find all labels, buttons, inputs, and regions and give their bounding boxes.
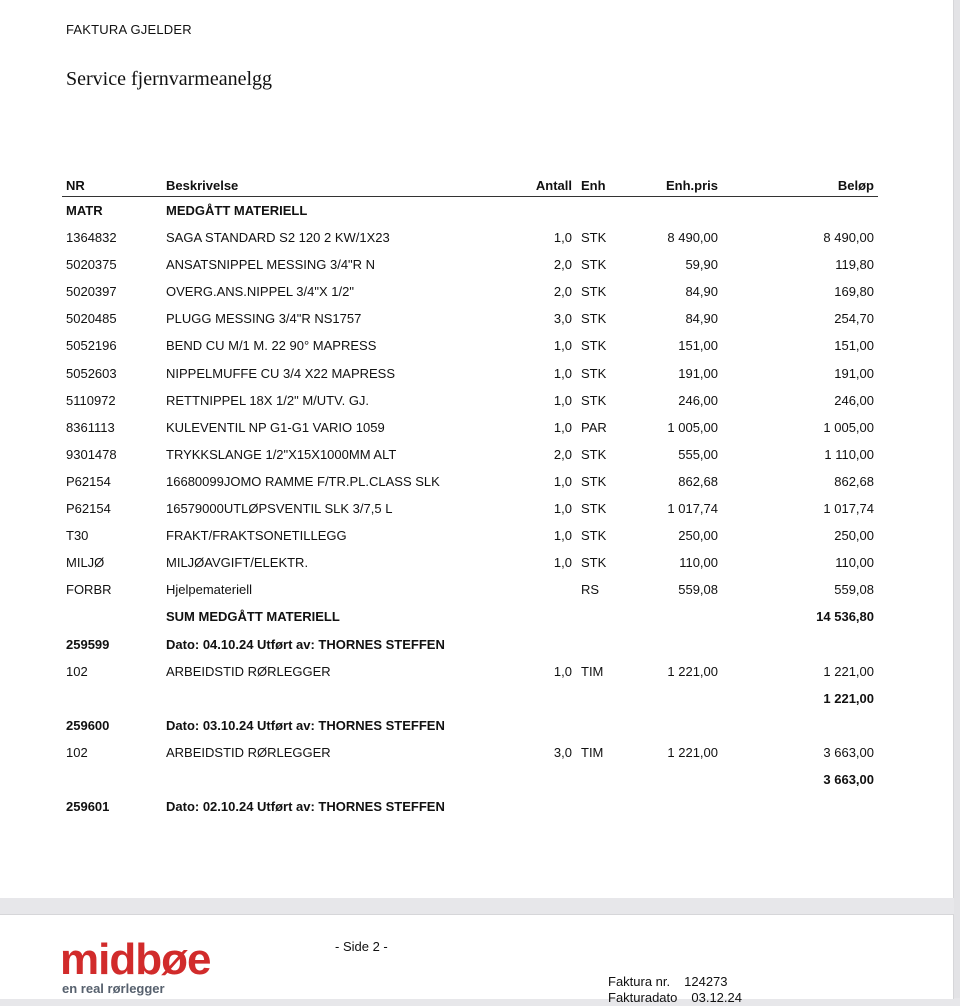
cell-belop: 559,08	[834, 582, 874, 598]
table-row	[62, 549, 878, 576]
cell-nr: MILJØ	[66, 555, 105, 571]
cell-belop: 8 490,00	[823, 230, 874, 246]
table-row	[62, 522, 878, 549]
cell-beskrivelse: PLUGG MESSING 3/4"R NS1757	[166, 311, 362, 327]
cell-nr: 259600	[66, 717, 110, 733]
cell-beskrivelse: ANSATSNIPPEL MESSING 3/4"R N	[166, 257, 376, 273]
table-row	[62, 739, 878, 766]
cell-enh-pris: 1 005,00	[667, 419, 718, 435]
cell-belop: 1 017,74	[823, 501, 874, 517]
cell-belop: 1 221,00	[823, 663, 874, 679]
cell-nr: MATR	[66, 203, 103, 218]
cell-enh-pris: 862,68	[678, 473, 718, 489]
cell-nr: 8361113	[66, 419, 115, 435]
cell-antall: 1,0	[553, 473, 572, 489]
table-row	[62, 495, 878, 522]
invoice-lines-table	[62, 176, 878, 820]
table-row	[62, 332, 878, 359]
fakturadato-label: Fakturadato	[608, 990, 678, 1005]
cell-enh-pris: 8 490,00	[667, 230, 718, 246]
cell-beskrivelse: Dato: 03.10.24 Utført av: THORNES STEFFEN	[166, 717, 445, 733]
cell-nr: 102	[66, 744, 88, 760]
cell-beskrivelse: MILJØAVGIFT/ELEKTR.	[166, 555, 309, 571]
cell-enh-pris: 151,00	[678, 338, 718, 354]
cell-antall: 1,0	[553, 555, 572, 571]
col-header-antall: Antall	[535, 178, 572, 193]
cell-belop: 119,80	[835, 257, 874, 273]
col-header-nr: NR	[66, 178, 85, 193]
cell-beskrivelse: Dato: 04.10.24 Utført av: THORNES STEFFEN	[166, 636, 445, 652]
faktura-nr-line	[608, 974, 742, 990]
cell-enh-pris: 84,90	[685, 284, 718, 300]
table-row	[62, 251, 878, 278]
cell-beskrivelse: Hjelpemateriell	[166, 582, 252, 598]
col-header-enh: Enh	[581, 178, 606, 193]
faktura-gjelder-label: FAKTURA GJELDER	[66, 22, 192, 37]
cell-belop: 3 663,00	[823, 744, 874, 760]
cell-nr: FORBR	[66, 582, 112, 598]
cell-enh: STK	[581, 284, 607, 300]
cell-enh-pris: 1 017,74	[667, 501, 718, 517]
cell-enh: PAR	[581, 419, 607, 435]
cell-enh-pris: 1 221,00	[667, 744, 718, 760]
cell-enh: TIM	[581, 744, 604, 760]
cell-enh-pris: 250,00	[678, 528, 718, 544]
col-header-enh-pris: Enh.pris	[665, 178, 718, 193]
cell-beskrivelse: ARBEIDSTID RØRLEGGER	[166, 663, 331, 679]
cell-enh-pris: 191,00	[678, 365, 718, 381]
midboe-logo	[60, 935, 230, 998]
table-row	[62, 793, 878, 820]
cell-enh: STK	[581, 230, 607, 246]
table-row	[62, 387, 878, 414]
cell-belop: 1 110,00	[824, 446, 874, 462]
fakturadato-value: 03.12.24	[691, 990, 742, 1005]
cell-antall: 1,0	[553, 501, 572, 517]
cell-nr: 259599	[66, 636, 110, 652]
cell-nr: T30	[66, 528, 89, 544]
cell-enh: TIM	[581, 663, 604, 679]
table-body	[62, 197, 878, 820]
table-header	[62, 176, 878, 197]
cell-enh: STK	[581, 365, 607, 381]
table-row	[62, 631, 878, 658]
cell-belop: 110,00	[835, 555, 874, 571]
cell-enh: STK	[581, 473, 607, 489]
cell-antall: 2,0	[553, 257, 572, 273]
cell-belop: 862,68	[834, 473, 874, 489]
cell-enh: STK	[581, 446, 607, 462]
cell-antall: 1,0	[553, 663, 572, 679]
cell-enh: STK	[581, 311, 607, 327]
cell-beskrivelse: Dato: 02.10.24 Utført av: THORNES STEFFEN	[166, 799, 445, 815]
invoice-info	[608, 974, 742, 1006]
cell-enh: STK	[581, 555, 607, 571]
cell-belop: 191,00	[834, 365, 874, 381]
cell-beskrivelse: KULEVENTIL NP G1-G1 VARIO 1059	[166, 419, 385, 435]
cell-nr: P62154	[66, 473, 111, 489]
cell-belop: 254,70	[834, 311, 874, 327]
cell-enh-pris: 110,00	[679, 555, 718, 571]
cell-enh-pris: 559,08	[678, 582, 718, 598]
cell-enh: STK	[581, 501, 607, 517]
cell-enh-pris: 84,90	[685, 311, 718, 327]
cell-belop: 3 663,00	[823, 771, 874, 787]
table-row	[62, 441, 878, 468]
faktura-nr-label: Faktura nr.	[608, 974, 671, 989]
cell-antall: 1,0	[553, 392, 572, 408]
cell-nr: 5020375	[66, 257, 117, 273]
table-row	[62, 603, 878, 630]
cell-belop: 151,00	[834, 338, 874, 354]
cell-enh: STK	[581, 392, 607, 408]
cell-antall: 1,0	[553, 230, 572, 246]
cell-nr: 102	[66, 663, 88, 679]
viewer-scroll-edge	[954, 0, 960, 998]
cell-beskrivelse: FRAKT/FRAKTSONETILLEGG	[166, 528, 347, 544]
cell-belop: 246,00	[834, 392, 874, 408]
table-row	[62, 197, 878, 224]
cell-antall: 3,0	[553, 311, 572, 327]
table-row	[62, 658, 878, 685]
cell-nr: 5110972	[66, 392, 116, 408]
cell-antall: 2,0	[553, 446, 572, 462]
col-header-belop: Beløp	[837, 178, 874, 193]
table-row	[62, 305, 878, 332]
cell-beskrivelse: ARBEIDSTID RØRLEGGER	[166, 744, 331, 760]
cell-beskrivelse: NIPPELMUFFE CU 3/4 X22 MAPRESS	[166, 365, 396, 381]
invoice-subject-title: Service fjernvarmeanelgg	[66, 68, 273, 90]
logo-tagline: en real rørlegger	[62, 981, 165, 996]
cell-enh-pris: 555,00	[678, 446, 718, 462]
cell-beskrivelse: RETTNIPPEL 18X 1/2" M/UTV. GJ.	[166, 392, 370, 408]
table-row	[62, 414, 878, 441]
cell-belop: 169,80	[834, 284, 874, 300]
cell-beskrivelse: BEND CU M/1 M. 22 90° MAPRESS	[166, 338, 377, 354]
cell-enh: STK	[581, 257, 607, 273]
table-row	[62, 685, 878, 712]
table-row	[62, 712, 878, 739]
cell-antall: 1,0	[553, 338, 572, 354]
cell-nr: P62154	[66, 501, 111, 517]
cell-beskrivelse: 16680099JOMO RAMME F/TR.PL.CLASS SLK	[166, 473, 440, 489]
cell-nr: 9301478	[66, 446, 117, 462]
table-row	[62, 224, 878, 251]
cell-antall: 1,0	[553, 365, 572, 381]
cell-enh-pris: 59,90	[685, 257, 718, 273]
cell-antall: 1,0	[553, 528, 572, 544]
cell-antall: 1,0	[553, 419, 572, 435]
cell-belop: 1 221,00	[823, 690, 874, 706]
table-row	[62, 576, 878, 603]
cell-antall: 3,0	[553, 744, 572, 760]
table-row	[62, 360, 878, 387]
cell-beskrivelse: TRYKKSLANGE 1/2"X15X1000MM ALT	[166, 446, 397, 462]
table-row	[62, 278, 878, 305]
cell-nr: 5052603	[66, 365, 117, 381]
cell-antall: 2,0	[553, 284, 572, 300]
cell-nr: 5052196	[66, 338, 117, 354]
cell-enh: STK	[581, 338, 607, 354]
cell-enh: RS	[581, 582, 600, 598]
page-number: - Side 2 -	[335, 939, 388, 954]
cell-belop: 14 536,80	[816, 609, 874, 625]
cell-nr: 5020485	[66, 311, 117, 327]
cell-beskrivelse: OVERG.ANS.NIPPEL 3/4"X 1/2"	[166, 284, 354, 300]
col-header-beskrivelse: Beskrivelse	[166, 178, 239, 193]
cell-enh-pris: 246,00	[678, 392, 718, 408]
faktura-nr-value: 124273	[684, 974, 728, 989]
cell-beskrivelse: SAGA STANDARD S2 120 2 KW/1X23	[166, 230, 390, 246]
table-row	[62, 766, 878, 793]
cell-enh: STK	[581, 528, 607, 544]
cell-belop: 250,00	[834, 528, 874, 544]
cell-nr: 259601	[66, 799, 110, 815]
cell-beskrivelse: MEDGÅTT MATERIELL	[166, 203, 308, 218]
cell-beskrivelse: 16579000UTLØPSVENTIL SLK 3/7,5 L	[166, 501, 393, 517]
cell-belop: 1 005,00	[823, 419, 874, 435]
cell-nr: 5020397	[66, 284, 117, 300]
fakturadato-line	[608, 990, 742, 1006]
cell-enh-pris: 1 221,00	[667, 663, 718, 679]
cell-nr: 1364832	[66, 230, 117, 246]
table-row	[62, 468, 878, 495]
logo-wordmark: midbøe	[60, 935, 211, 984]
cell-beskrivelse: SUM MEDGÅTT MATERIELL	[166, 609, 340, 625]
